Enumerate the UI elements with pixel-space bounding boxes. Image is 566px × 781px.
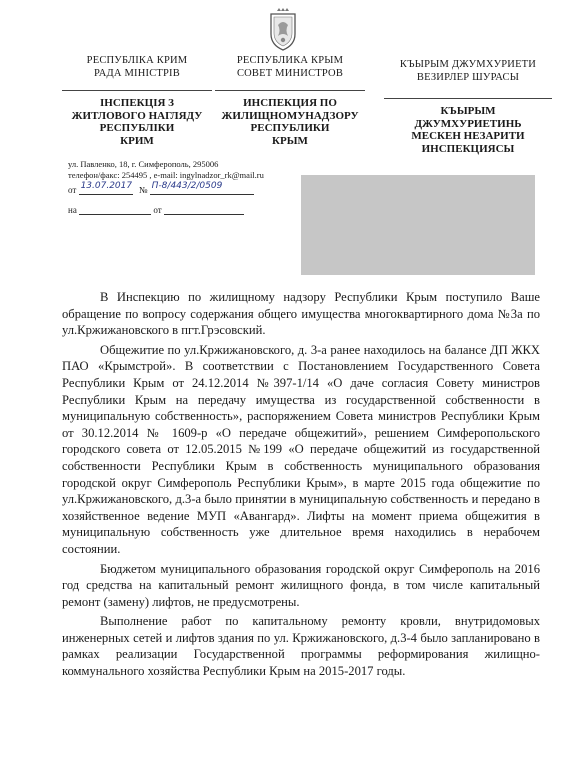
org-line: ІНСПЕКЦІЯ З	[100, 97, 174, 109]
phone-email-line: телефон/факс: 254495 , e-mail: ingylnadzor_rk@mail.ru	[68, 170, 264, 180]
of-label: от	[153, 205, 162, 215]
body-paragraph: Выполнение работ по капитальному ремонту кровли, внутридомовых инженерных сетей и лифтов здания по ул. Кржижановского, д.3-4 было запланировано в рамках реализации Государственной программы реформирования жилищно-коммунального хозяйства Республики Крым на 2015-2017 годы.	[62, 614, 540, 679]
outgoing-reference	[68, 181, 254, 195]
org-line: ИНСПЕКЦИЯ ПО	[243, 97, 337, 109]
on-label: на	[68, 205, 77, 215]
org-line: МЕСКЕН НЕЗАРИТИ	[411, 130, 525, 142]
country-line: РЕСПУБЛІКА КРИМ	[86, 55, 188, 66]
org-line: ЖИТЛОВОГО НАГЛЯДУ	[71, 109, 203, 122]
council-line: СОВЕТ МИНИСТРОВ	[236, 68, 344, 79]
incoming-number-field	[79, 204, 151, 215]
org-line: КРЫМ	[272, 134, 308, 147]
body-paragraph: Бюджетом муниципального образования городской округ Симферополь на 2016 год средства на капитальный ремонт жилищного фонда, в том числе капитальный ремонт (замену) лифтов, не предусмотрены.	[62, 561, 540, 609]
incoming-reference	[68, 204, 244, 215]
header-column-ukrainian	[62, 54, 212, 147]
address-line: ул. Павленко, 18, г. Симферополь, 295006	[68, 159, 219, 169]
country-line: РЕСПУБЛИКА КРЫМ	[236, 55, 344, 66]
body-paragraph: В Инспекцию по жилищному надзору Республики Крым поступило Ваше обращение по вопросу содержания общего имущества многоквартирного дома №3а по ул.Кржижановского в пгт.Грэсовский.	[62, 290, 540, 338]
incoming-date-field	[164, 204, 244, 215]
org-line: РЕСПУБЛИКИ	[250, 122, 330, 134]
letter-body	[62, 289, 540, 683]
crimea-coat-of-arms-icon	[268, 8, 298, 52]
org-line: КЪЫРЫМ	[440, 105, 496, 117]
handwritten-number: П-8/443/2/0509	[151, 181, 223, 191]
redacted-addressee	[301, 175, 535, 275]
number-label: №	[138, 185, 148, 195]
body-paragraph: Общежитие по ул.Кржижановского, д. 3-а ранее находилось на балансе ДП ЖКХ ПАО «Крымстрой». В соответствии с Постановлением Государственного Совета Республики Крым от 24.12.2014 №397-1/14 «О даче согласия Совету министров Республики Крым на передачу имущества из государственной собственности в муниципальную собственность», распоряжением Совета министров Республики Крым от 30.12.2014 № 1609-р «О передаче общежитий», решением Симферопольского городского совета от 12.05.2015 №199 «О передаче общежитий из государственной собственности Республики Крым в собственность муниципального образования городской округ Симферополь Республики Крым», в марте 2015 года общежитие по ул.Кржижановского, д.3-а было принятии в муниципальную собственность и передано в хозяйственное ведение МУП «Авангард». Лифты на момент приема общежития в муниципальную собственность уже длительное время находились в нерабочем состоянии.	[62, 342, 540, 556]
org-line: РЕСПУБЛІКИ	[99, 122, 175, 134]
country-line: КЪЫРЫМ ДЖУМХУРИЕТИ	[399, 59, 537, 70]
from-label: от	[68, 185, 77, 195]
council-line: РАДА МІНІСТРІВ	[94, 68, 180, 79]
handwritten-date: 13.07.2017	[80, 181, 133, 191]
org-line: ДЖУМХУРИЕТИНЬ	[414, 117, 522, 130]
header-divider	[62, 90, 212, 91]
org-line: ИНСПЕКЦИЯСЫ	[421, 142, 515, 155]
header-column-russian	[215, 54, 365, 147]
contact-block	[68, 159, 264, 181]
council-line: ВЕЗИРЛЕР ШУРАСЫ	[416, 72, 520, 83]
org-line: ЖИЛИЩНОМУНАДЗОРУ	[221, 109, 359, 122]
org-line: КРИМ	[120, 134, 154, 147]
header-column-crimean-tatar	[384, 58, 552, 155]
header-divider	[215, 90, 365, 91]
header-divider	[384, 98, 552, 99]
